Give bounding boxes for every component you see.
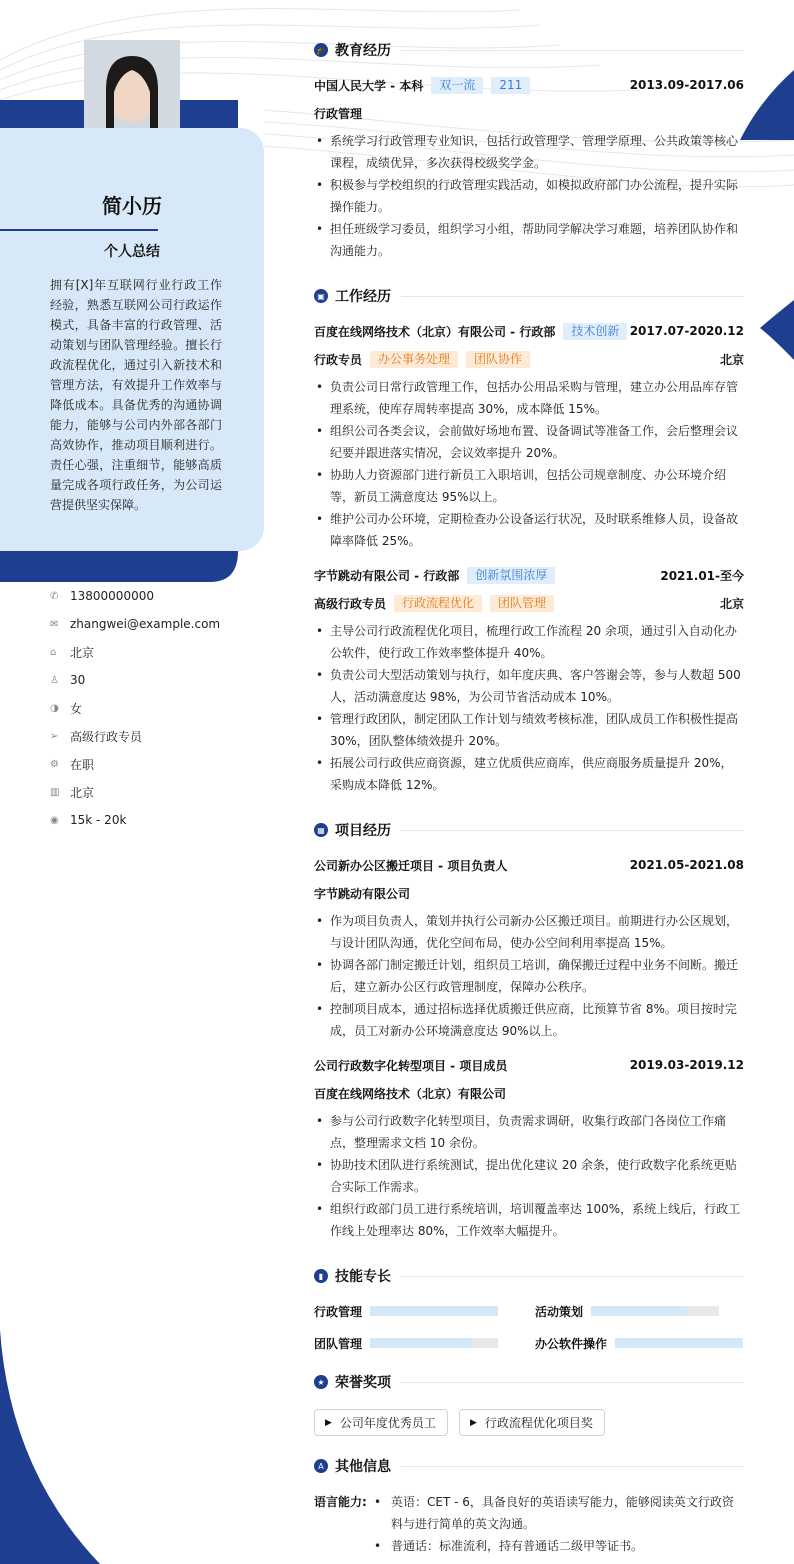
role-tag: 团队协作 [466, 351, 530, 368]
bar-chart-icon: ▮ [314, 1269, 328, 1283]
section-title: 工作经历 [335, 289, 391, 305]
project-bullets [314, 910, 744, 1042]
skill-bar-fill [370, 1338, 472, 1348]
role-title: 行政专员 [314, 352, 363, 367]
education-bullets [314, 130, 744, 262]
section-projects [314, 820, 744, 840]
info-icon: A [314, 1459, 328, 1473]
contact-value: 在职 [70, 757, 95, 772]
contact-row [50, 778, 260, 806]
project-date: 2021.05-2021.08 [629, 858, 744, 872]
list-item: • 英语：CET - 6，具备良好的英语读写能力，能够阅读英文行政资料与进行简单的英文沟通。 [372, 1491, 744, 1535]
summary-text: 拥有[X]年互联网行业行政工作经验，熟悉互联网公司行政运作模式，具备丰富的行政管理、活动策划与团队管理经验。擅长行政流程优化，通过引入新技术和管理方法，有效提升工作效率与降低成本。具备优秀的沟通协调能力，能够与公司内外部各部门高效协作，推动项目顺利进行。责任心强，注重细节，能够高质量完成各项行政任务，为公司运营提供坚实保障。 [50, 278, 222, 512]
skill-bar [615, 1338, 743, 1348]
section-title: 项目经历 [335, 823, 391, 839]
job-header [314, 566, 744, 584]
project-company: 百度在线网络技术（北京）有限公司 [314, 1086, 507, 1101]
list-item: • 组织公司各类会议，会前做好场地布置、设备调试等准备工作，会后整理会议纪要并跟进落实情况，会议效率提升 20%。 [314, 420, 744, 464]
project-company: 字节跳动有限公司 [314, 886, 411, 901]
contact-row [50, 750, 260, 778]
skill-item [535, 1302, 719, 1320]
building-icon: ▥ [50, 786, 60, 798]
skill-bar-fill [615, 1338, 743, 1348]
contact-value: 15k - 20k [70, 813, 127, 827]
home-icon: ⌂ [50, 646, 57, 658]
edu-tag: 211 [491, 77, 530, 94]
skill-bar-fill [591, 1306, 687, 1316]
contact-value: 北京 [70, 645, 95, 660]
status-icon: ⚙ [50, 758, 59, 770]
section-skills [314, 1266, 744, 1286]
skill-name: 活动策划 [535, 1304, 584, 1319]
contact-value: zhangwei@example.com [70, 617, 221, 631]
contact-row [50, 638, 260, 666]
mail-icon: ✉ [50, 618, 59, 630]
section-divider [401, 1382, 744, 1383]
award-chip [459, 1409, 605, 1436]
play-icon: ▶ [325, 1417, 332, 1428]
section-divider [401, 1276, 744, 1277]
contact-row [50, 666, 260, 694]
section-other [314, 1456, 744, 1476]
role-title: 高级行政专员 [314, 596, 387, 611]
list-item: • 参与公司行政数字化转型项目，负责需求调研，收集行政部门各岗位工作痛点，整理需求文档 10 余份。 [314, 1110, 744, 1154]
graduation-cap-icon: 🎓 [314, 43, 328, 57]
contact-value: 13800000000 [70, 589, 154, 603]
grid-icon: ▦ [314, 823, 328, 837]
section-education [314, 40, 744, 60]
job-date: 2017.07-2020.12 [629, 324, 744, 338]
list-item: • 积极参与学校组织的行政管理实践活动，如模拟政府部门办公流程，提升实际操作能力。 [314, 174, 744, 218]
job-role [314, 350, 744, 368]
contact-row [50, 694, 260, 722]
contact-row [50, 610, 260, 638]
education-header [314, 76, 744, 94]
job-date: 2021.01-至今 [660, 568, 744, 583]
contact-row [50, 722, 260, 750]
section-title: 其他信息 [335, 1459, 391, 1475]
language-list [372, 1491, 744, 1557]
company-tag: 创新氛围浓厚 [467, 567, 555, 584]
list-item: • 协助技术团队进行系统测试，提出优化建议 20 余条，使行政数字化系统更贴合实际工作需求。 [314, 1154, 744, 1198]
section-work [314, 286, 744, 306]
contact-value: 高级行政专员 [70, 729, 143, 744]
skill-name: 办公软件操作 [535, 1336, 608, 1351]
skill-item [314, 1334, 498, 1352]
name-divider [0, 229, 158, 231]
role-tag: 办公事务处理 [370, 351, 458, 368]
contact-info [50, 582, 260, 834]
company-name: 字节跳动有限公司 - 行政部 [314, 568, 460, 583]
play-icon: ▶ [470, 1417, 477, 1428]
section-divider [401, 830, 744, 831]
list-item: • 组织行政部门员工进行系统培训，培训覆盖率达 100%，系统上线后，行政工作线上处理率达 80%，工作效率大幅提升。 [314, 1198, 744, 1242]
project-bullets [314, 1110, 744, 1242]
list-item: • 拓展公司行政供应商资源，建立优质供应商库，供应商服务质量提升 20%，采购成本降低 12%。 [314, 752, 744, 796]
project-name: 公司行政数字化转型项目 - 项目成员 [314, 1058, 508, 1073]
briefcase-icon: ▣ [314, 289, 328, 303]
section-title: 技能专长 [335, 1269, 391, 1285]
list-item: • 作为项目负责人，策划并执行公司新办公区搬迁项目。前期进行办公区规划，与设计团队沟通，优化空间布局，使办公空间利用率提高 15%。 [314, 910, 744, 954]
edu-tag: 双一流 [431, 77, 483, 94]
job-bullets [314, 620, 744, 796]
job-role [314, 594, 744, 612]
list-item: • 负责公司日常行政管理工作，包括办公用品采购与管理，建立办公用品库存管理系统，使库存周转率提高 30%，成本降低 15%。 [314, 376, 744, 420]
role-tag: 团队管理 [490, 595, 554, 612]
skill-bar-fill [370, 1306, 498, 1316]
skill-item [535, 1334, 743, 1352]
gender-icon: ◑ [50, 702, 59, 714]
job-city: 北京 [719, 352, 744, 367]
list-item: • 协调各部门制定搬迁计划，组织员工培训，确保搬迁过程中业务不间断。搬迁后，建立新办公区行政管理制度，保障办公秩序。 [314, 954, 744, 998]
section-awards [314, 1372, 744, 1392]
company-name: 百度在线网络技术（北京）有限公司 - 行政部 [314, 324, 556, 339]
language-label: 语言能力: [314, 1495, 367, 1509]
school-name: 中国人民大学 - 本科 [314, 78, 424, 93]
major: 行政管理 [314, 106, 363, 121]
list-item: • 担任班级学习委员，组织学习小组，帮助同学解决学习难题，培养团队协作和沟通能力。 [314, 218, 744, 262]
candidate-name: 简小历 [102, 194, 162, 218]
contact-value: 北京 [70, 785, 95, 800]
section-divider [401, 296, 744, 297]
award-label: 行政流程优化项目奖 [484, 1416, 593, 1430]
phone-icon: ✆ [50, 590, 59, 602]
list-item: • 管理行政团队，制定团队工作计划与绩效考核标准，团队成员工作积极性提高 30%，团队整体绩效提升 20%。 [314, 708, 744, 752]
skill-item [314, 1302, 498, 1320]
project-date: 2019.03-2019.12 [629, 1058, 744, 1072]
list-item: • 维护公司办公环境，定期检查办公设备运行状况，及时联系维修人员，设备故障率降低 25%。 [314, 508, 744, 552]
contact-value: 女 [70, 701, 83, 716]
contact-value: 30 [70, 673, 86, 687]
skill-bar [370, 1338, 498, 1348]
section-title: 教育经历 [335, 43, 391, 59]
award-chip [314, 1409, 448, 1436]
project-header [314, 856, 744, 874]
age-icon: ♙ [50, 674, 59, 686]
list-item: • 协助人力资源部门进行新员工入职培训，包括公司规章制度、办公环境介绍等，新员工满意度达 95%以上。 [314, 464, 744, 508]
summary-title: 个人总结 [104, 244, 160, 260]
award-label: 公司年度优秀员工 [339, 1416, 436, 1430]
edu-date: 2013.09-2017.06 [629, 78, 744, 92]
list-item: • 负责公司大型活动策划与执行，如年度庆典、客户答谢会等，参与人数超 500 人，活动满意度达 98%，为公司节省活动成本 10%。 [314, 664, 744, 708]
send-icon: ➢ [50, 730, 59, 742]
contact-row [50, 806, 260, 834]
job-bullets [314, 376, 744, 552]
skill-bar [370, 1306, 498, 1316]
role-tag: 行政流程优化 [394, 595, 482, 612]
section-divider [401, 1466, 744, 1467]
skill-name: 行政管理 [314, 1304, 363, 1319]
list-item: • 控制项目成本，通过招标选择优质搬迁供应商，比预算节省 8%。项目按时完成，员工对新办公环境满意度达 90%以上。 [314, 998, 744, 1042]
section-divider [401, 50, 744, 51]
list-item: • 主导公司行政流程优化项目，梳理行政工作流程 20 余项，通过引入自动化办公软件，使行政工作效率整体提升 40%。 [314, 620, 744, 664]
award-icon: ★ [314, 1375, 328, 1389]
job-city: 北京 [719, 596, 744, 611]
list-item: • 系统学习行政管理专业知识，包括行政管理学、管理学原理、公共政策等核心课程，成绩优异，多次获得校级奖学金。 [314, 130, 744, 174]
contact-row [50, 582, 260, 610]
salary-icon: ◉ [50, 814, 59, 826]
project-header [314, 1056, 744, 1074]
skill-name: 团队管理 [314, 1336, 363, 1351]
project-name: 公司新办公区搬迁项目 - 项目负责人 [314, 858, 508, 873]
skill-bar [591, 1306, 719, 1316]
list-item: • 普通话：标准流利，持有普通话二级甲等证书。 [372, 1535, 744, 1557]
job-header [314, 322, 744, 340]
company-tag: 技术创新 [563, 323, 627, 340]
section-title: 荣誉奖项 [335, 1375, 391, 1391]
